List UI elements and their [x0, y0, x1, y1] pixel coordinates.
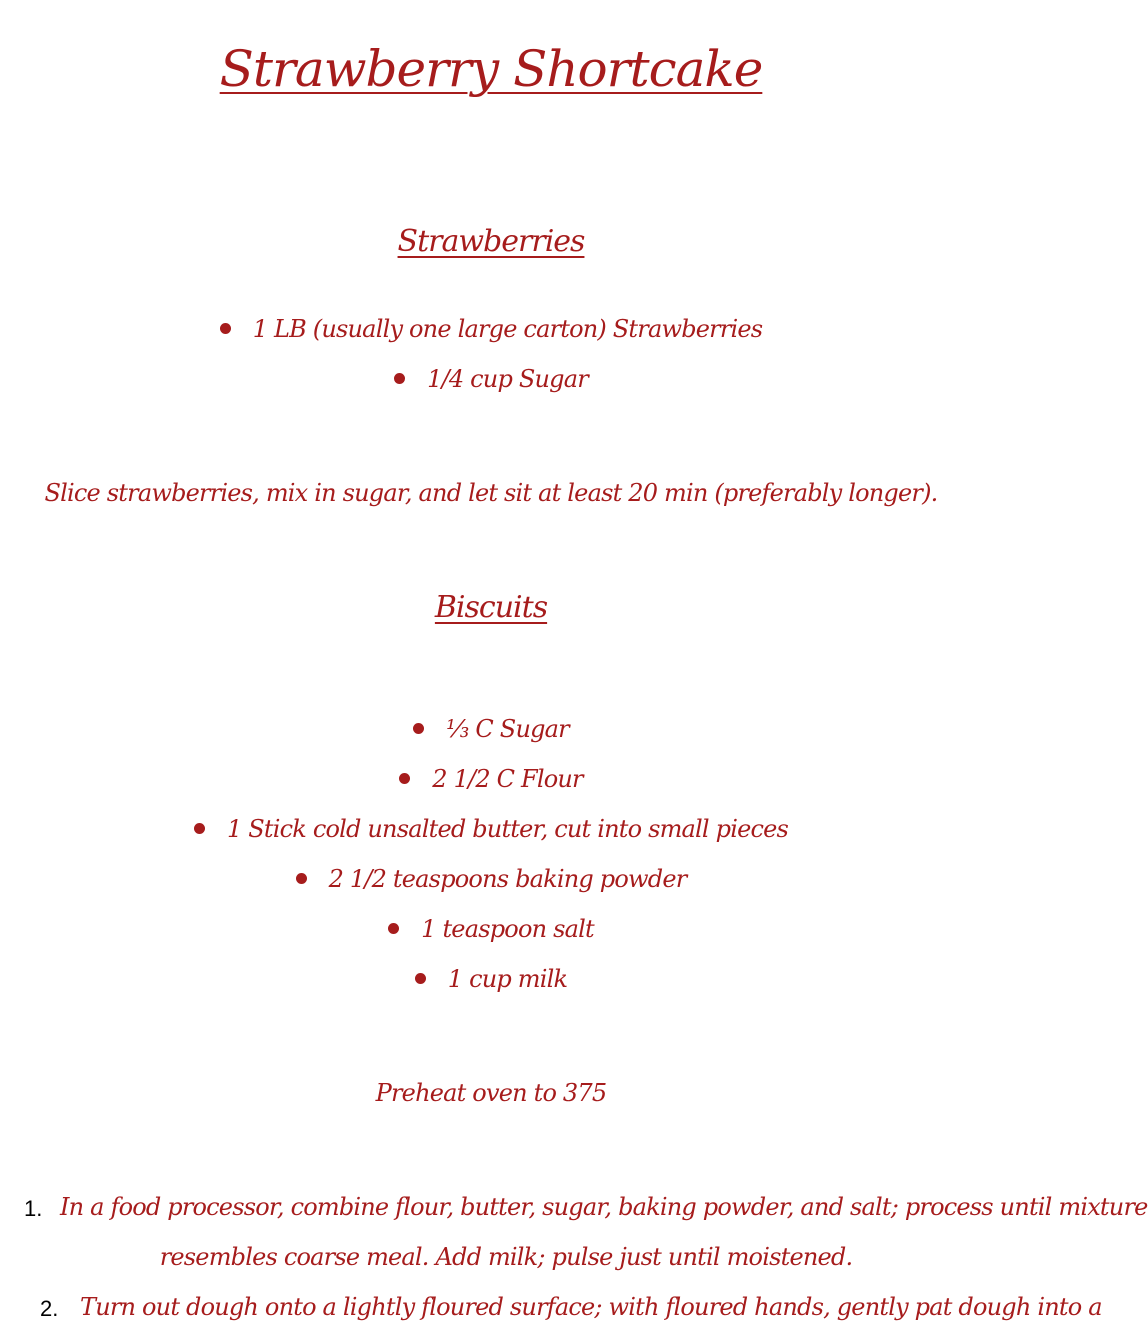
ingredient-text: 1/4 cup Sugar — [427, 365, 588, 393]
biscuits-ingredient — [0, 812, 982, 846]
ingredient-text: 1 teaspoon salt — [421, 915, 594, 943]
biscuits-ingredient — [0, 762, 982, 796]
strawberries-instruction: Slice strawberries, mix in sugar, and let sit at least 20 min (preferably longer). — [44, 479, 938, 507]
bullet-icon — [296, 873, 307, 884]
ingredient-text: 2 1/2 teaspoons baking powder — [328, 865, 687, 893]
step-number: 1. — [24, 1196, 43, 1221]
biscuits-ingredient — [0, 712, 982, 746]
step-number: 2. — [40, 1296, 59, 1321]
recipe-title: Strawberry Shortcake — [219, 40, 763, 98]
bullet-icon — [394, 373, 405, 384]
step-text-line1: In a food processor, combine flour, butter, sugar, baking powder, and salt; process until mixture — [60, 1193, 1148, 1221]
ingredient-text: 2 1/2 C Flour — [432, 765, 583, 793]
bullet-icon — [388, 923, 399, 934]
ingredient-text: 1 cup milk — [447, 965, 568, 993]
step-text-line1: Turn out dough onto a lightly floured surface; with floured hands, gently pat dough into a — [80, 1293, 1102, 1321]
strawberries-ingredient — [0, 362, 982, 396]
biscuits-ingredient — [0, 962, 982, 996]
ingredient-text: ⅓ C Sugar — [446, 715, 569, 743]
bullet-icon — [415, 973, 426, 984]
preheat-instruction: Preheat oven to 375 — [375, 1079, 607, 1107]
bullet-icon — [399, 773, 410, 784]
biscuits-ingredient — [0, 912, 982, 946]
strawberries-ingredient — [0, 312, 982, 346]
bullet-icon — [413, 723, 424, 734]
ingredient-text: 1 LB (usually one large carton) Strawberries — [252, 315, 763, 343]
bullet-icon — [194, 823, 205, 834]
biscuits-ingredient — [0, 862, 982, 896]
strawberries-heading: Strawberries — [397, 224, 585, 259]
ingredient-text: 1 Stick cold unsalted butter, cut into small pieces — [226, 815, 789, 843]
step-text-line2: resembles coarse meal. Add milk; pulse just until moistened. — [159, 1243, 853, 1271]
biscuits-heading: Biscuits — [434, 590, 548, 625]
bullet-icon — [220, 323, 231, 334]
